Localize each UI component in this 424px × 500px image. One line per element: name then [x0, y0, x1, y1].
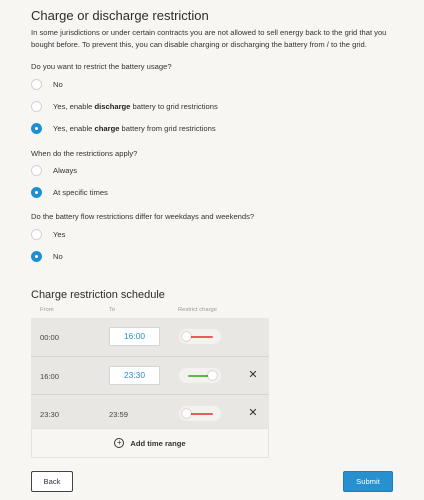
- toggle-knob: [208, 371, 217, 380]
- row-to: 23:59: [109, 410, 129, 419]
- schedule-header-from: From: [40, 307, 54, 313]
- schedule-header-restrict: Restrict charge: [178, 307, 217, 313]
- row-from: 23:30: [40, 410, 60, 419]
- close-icon[interactable]: ✕: [248, 407, 258, 419]
- plus-circle-icon: +: [114, 438, 124, 448]
- schedule-row: [31, 356, 269, 394]
- toggle-knob: [182, 409, 191, 418]
- toggle-track: [188, 336, 213, 338]
- usage-option-discharge-label: Yes, enable discharge battery to grid restrictions: [53, 101, 218, 111]
- when-option-specific[interactable]: [31, 185, 108, 199]
- restrict-charge-toggle[interactable]: [179, 368, 221, 383]
- radio-when-specific[interactable]: [31, 187, 42, 198]
- differ-option-yes-label: Yes: [53, 229, 66, 239]
- row-from: 16:00: [40, 372, 60, 381]
- schedule-row: [31, 318, 269, 356]
- add-time-range-button[interactable]: [31, 428, 269, 458]
- differ-question: Do the battery flow restrictions differ for weekdays and weekends?: [31, 212, 255, 221]
- radio-usage-no[interactable]: [31, 79, 42, 90]
- usage-option-charge-label: Yes, enable charge battery from grid restrictions: [53, 123, 216, 133]
- usage-option-charge[interactable]: [31, 121, 216, 135]
- differ-option-no-label: No: [53, 251, 63, 261]
- restrict-charge-toggle[interactable]: [179, 329, 221, 344]
- toggle-knob: [182, 332, 191, 341]
- toggle-track: [188, 413, 213, 415]
- differ-option-no[interactable]: [31, 249, 63, 263]
- radio-differ-yes[interactable]: [31, 229, 42, 240]
- row-to-input[interactable]: 16:00: [109, 327, 160, 346]
- radio-differ-no[interactable]: [31, 251, 42, 262]
- restriction-title: Charge or discharge restriction: [31, 8, 209, 23]
- restriction-intro: In some jurisdictions or under certain contracts you are not allowed to sell energy back to the grid that you bought before. To prevent this, you can disable charging or discharging the battery from / to the grid.: [31, 28, 387, 49]
- row-to-input[interactable]: 23:30: [109, 366, 160, 385]
- restrict-charge-toggle[interactable]: [179, 406, 221, 421]
- radio-usage-charge[interactable]: [31, 123, 42, 134]
- usage-option-no[interactable]: [31, 77, 63, 91]
- radio-when-always[interactable]: [31, 165, 42, 176]
- when-option-specific-label: At specific times: [53, 187, 108, 197]
- when-question: When do the restrictions apply?: [31, 149, 138, 158]
- close-icon[interactable]: ✕: [248, 369, 258, 381]
- when-option-always-label: Always: [53, 165, 78, 175]
- schedule-header-to: To: [109, 307, 116, 313]
- usage-question: Do you want to restrict the battery usage?: [31, 62, 172, 71]
- schedule-row: [31, 394, 269, 432]
- row-from: 00:00: [40, 333, 60, 342]
- submit-button[interactable]: Submit: [343, 471, 393, 492]
- when-option-always[interactable]: [31, 163, 77, 177]
- differ-option-yes[interactable]: [31, 227, 65, 241]
- back-button[interactable]: Back: [31, 471, 73, 492]
- add-time-range-label: Add time range: [130, 438, 186, 448]
- radio-usage-discharge[interactable]: [31, 101, 42, 112]
- schedule-table: [31, 318, 269, 432]
- usage-option-no-label: No: [53, 79, 63, 89]
- usage-option-discharge[interactable]: [31, 99, 218, 113]
- schedule-title: Charge restriction schedule: [31, 289, 165, 301]
